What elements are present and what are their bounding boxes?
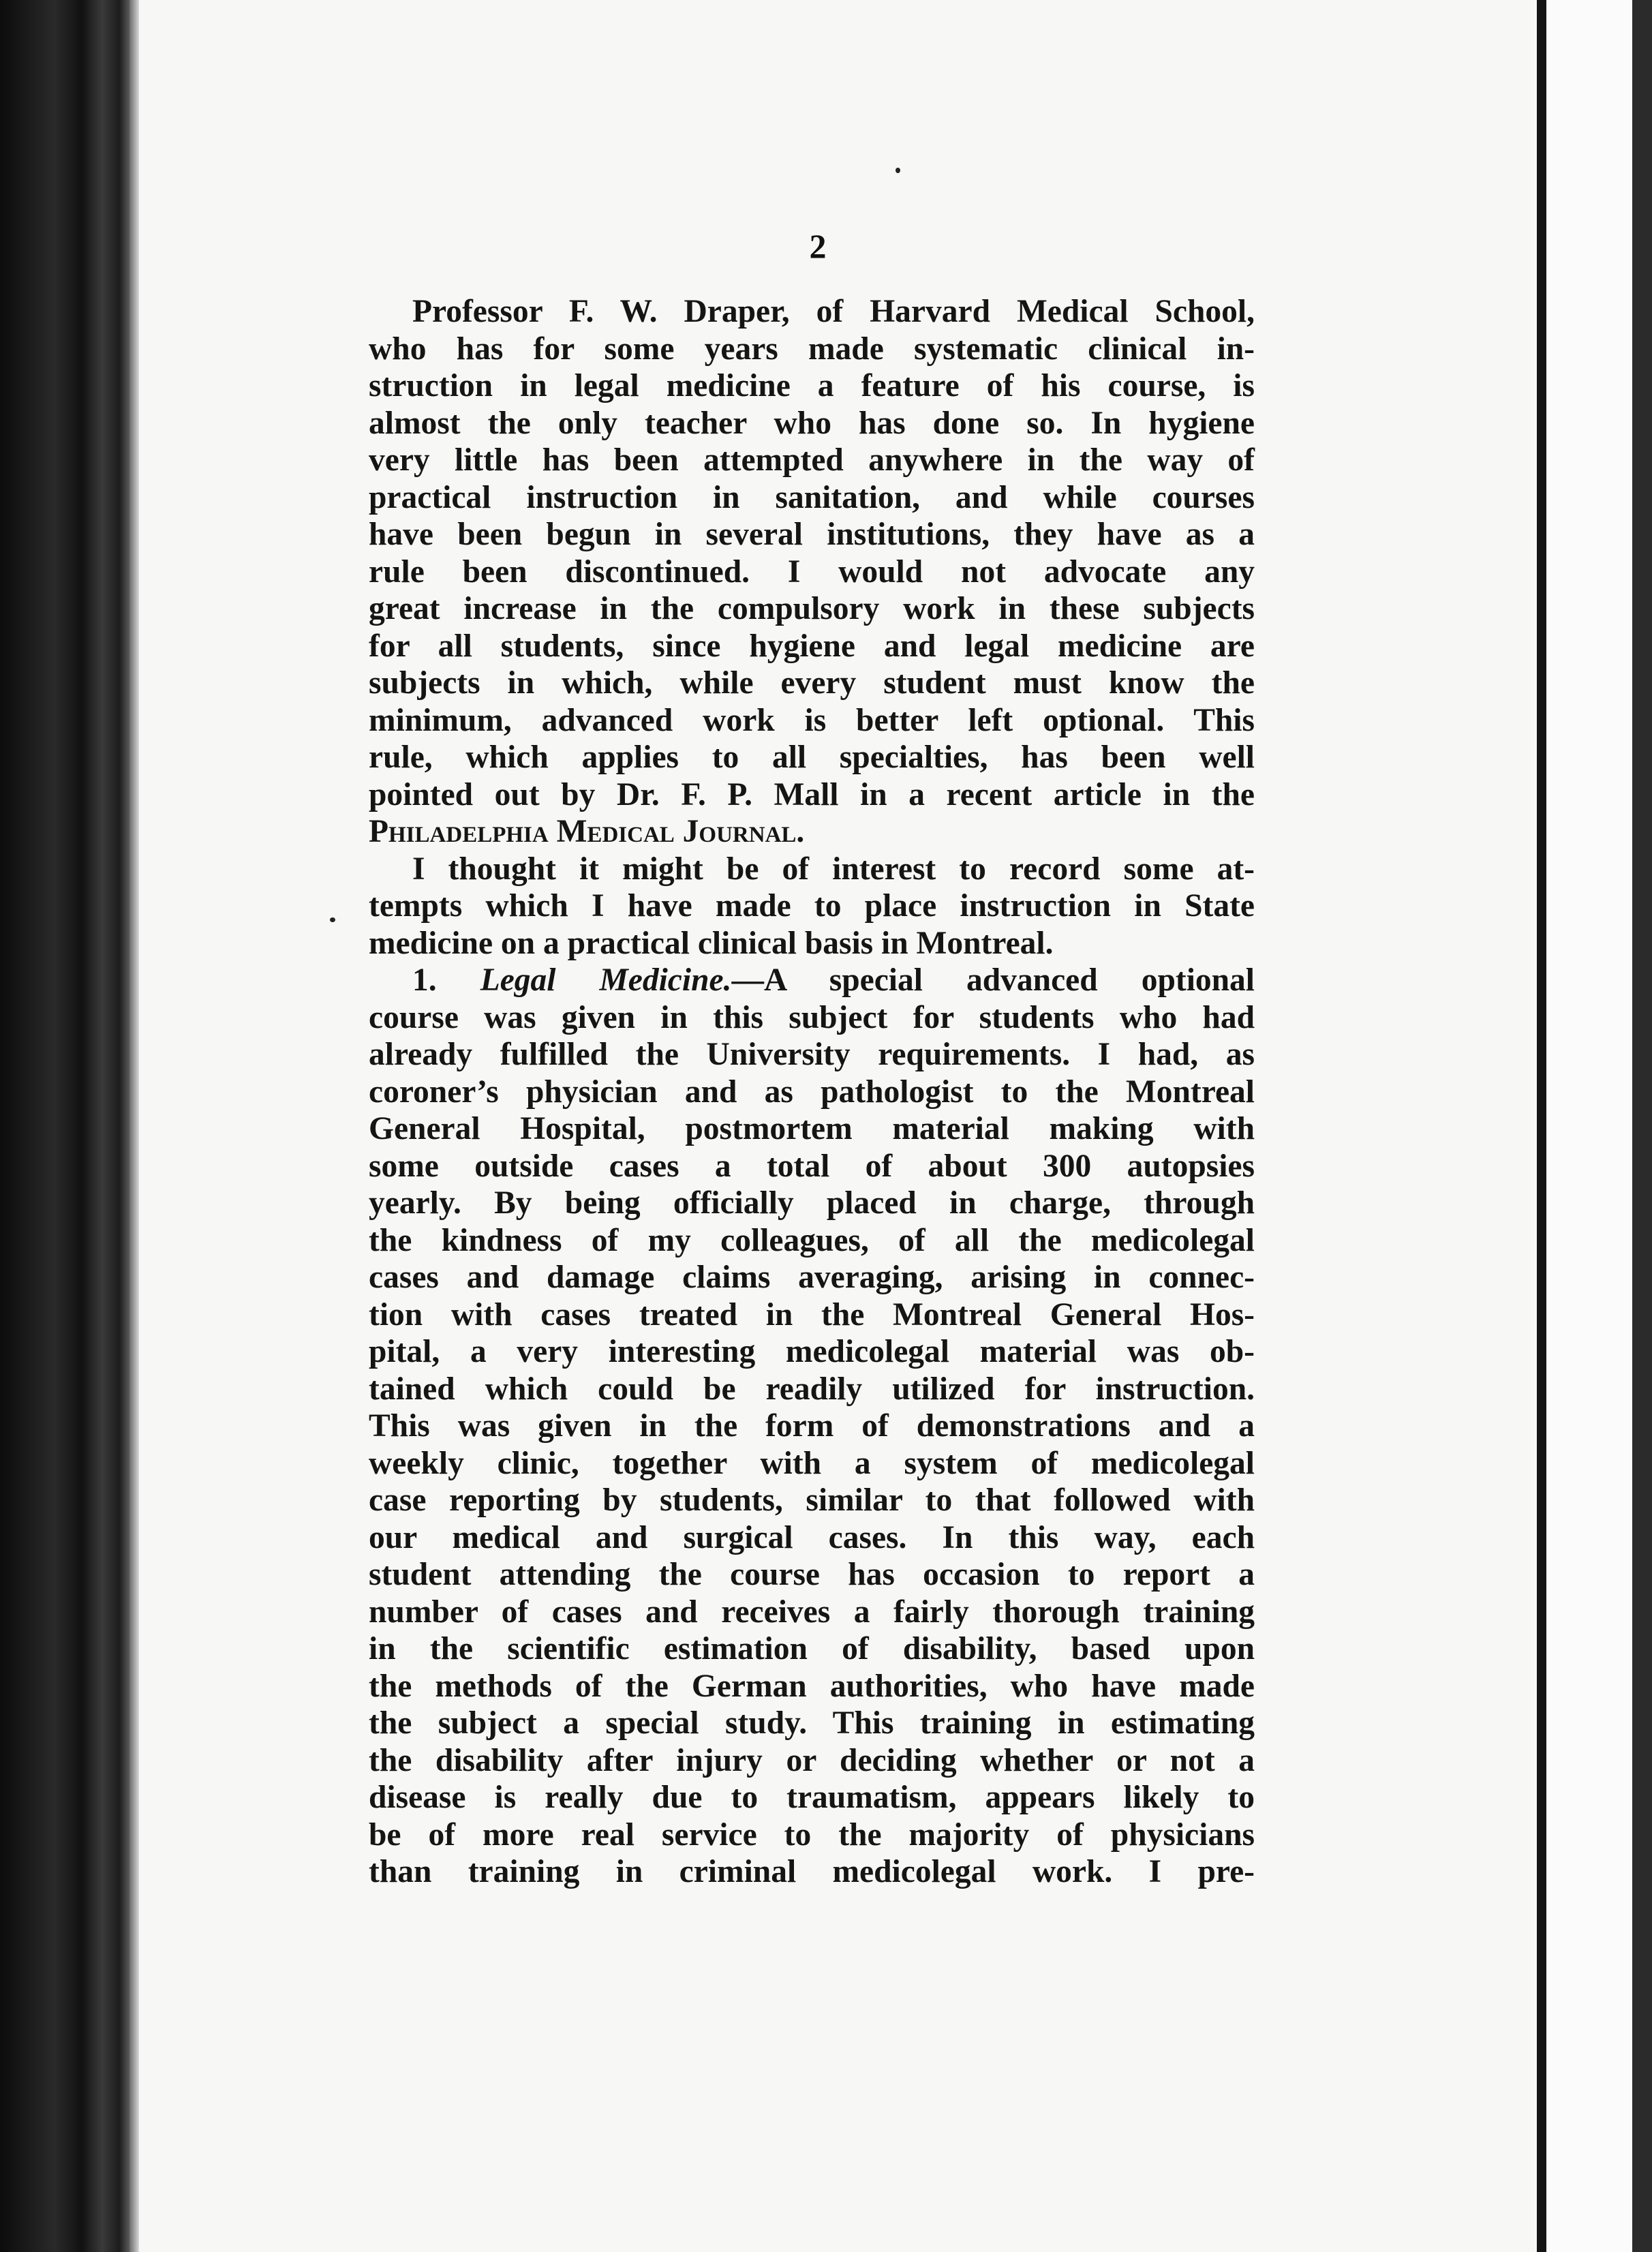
page-number: 2 (809, 227, 827, 265)
text-line (369, 516, 1255, 553)
text-line (369, 590, 1255, 628)
text-line (369, 1074, 1255, 1111)
text-line (369, 962, 1255, 999)
text-segment: the methods of the German authorities, who have made (369, 1668, 1255, 1704)
text-segment: pital, a very interesting medicolegal material was ob- (369, 1334, 1255, 1369)
text-segment: already fulfilled the University requirements. I had, as (369, 1037, 1255, 1072)
text-segment: number of cases and receives a fairly thorough training (369, 1594, 1255, 1630)
text-line (369, 1148, 1255, 1185)
text-line (369, 1222, 1255, 1260)
text-segment: student attending the course has occasion to report a (369, 1557, 1255, 1592)
text-segment: yearly. By being officially placed in charge, through (369, 1185, 1255, 1221)
text-line (369, 1185, 1255, 1222)
text-line (369, 367, 1255, 405)
text-segment: almost the only teacher who has done so. In hygiene (369, 405, 1255, 441)
binding-shadow-left (0, 0, 129, 2252)
text-line (369, 1333, 1255, 1371)
text-segment: pointed out by Dr. F. P. Mall in a recent article in the (369, 776, 1255, 812)
text-segment: cases and damage claims averaging, arising in connec- (369, 1260, 1255, 1295)
text-segment: our medical and surgical cases. In this way, each (369, 1519, 1255, 1555)
text-segment: great increase in the compulsory work in these subjects (369, 591, 1255, 626)
text-line (369, 1445, 1255, 1482)
text-line (369, 1110, 1255, 1148)
text-segment: the subject a special study. This training in estimating (369, 1705, 1255, 1741)
text-line (369, 665, 1255, 702)
text-segment: course was given in this subject for students who had (369, 999, 1255, 1035)
binding-gradient (129, 0, 139, 2252)
text-segment: minimum, advanced work is better left optional. This (369, 702, 1255, 738)
text-line (369, 1779, 1255, 1816)
text-segment: who has for some years made systematic clinical in- (369, 331, 1255, 367)
text-line (369, 1408, 1255, 1445)
text-segment: very little has been attempted anywhere in the way of (369, 442, 1255, 478)
text-line (369, 553, 1255, 591)
text-line (369, 442, 1255, 479)
text-line (369, 925, 1255, 962)
text-segment: This was given in the form of demonstrations and a (369, 1408, 1255, 1444)
text-segment: practical instruction in sanitation, and while courses (369, 479, 1255, 515)
text-line (369, 851, 1255, 888)
text-segment: be of more real service to the majority of physicians (369, 1816, 1255, 1853)
text-segment: case reporting by students, similar to that followed with (369, 1482, 1255, 1518)
text-segment: coroner’s physician and as pathologist to the Montreal (369, 1074, 1255, 1110)
text-line (369, 702, 1255, 740)
text-segment: I thought it might be of interest to record some at- (412, 851, 1255, 887)
text-line (369, 1816, 1255, 1854)
text-segment: tempts which I have made to place instruction in State (369, 888, 1255, 924)
text-line (369, 331, 1255, 368)
text-segment: 1. (412, 962, 480, 998)
text-segment: rule been discontinued. I would not advocate any (369, 553, 1255, 590)
text-segment: medicine on a practical clinical basis in Montreal. (369, 925, 1054, 961)
text-segment: some outside cases a total of about 300 autopsies (369, 1148, 1255, 1184)
text-line (369, 1036, 1255, 1074)
text-segment: subjects in which, while every student must know the (369, 665, 1255, 701)
text-line (369, 887, 1255, 925)
text-line (369, 628, 1255, 665)
text-segment: tained which could be readily utilized for instruction. (369, 1371, 1255, 1407)
text-segment: have been begun in several institutions, they have as a (369, 517, 1255, 552)
text-segment: tion with cases treated in the Montreal General Hos- (369, 1296, 1255, 1333)
text-line (369, 776, 1255, 814)
text-segment: —A special advanced optional (731, 962, 1255, 998)
text-line (369, 405, 1255, 442)
ink-speck (330, 917, 335, 922)
text-segment: weekly clinic, together with a system of medicolegal (369, 1445, 1255, 1481)
text-line (369, 1742, 1255, 1780)
text-segment: the disability after injury or deciding whether or not a (369, 1742, 1255, 1778)
page-edge-right (1537, 0, 1546, 2252)
text-segment: General Hospital, postmortem material making with (369, 1111, 1255, 1146)
binding-shadow-right (1632, 0, 1652, 2252)
text-segment: struction in legal medicine a feature of his course, is (369, 368, 1255, 404)
text-line (369, 1594, 1255, 1631)
text-line (369, 739, 1255, 776)
text-line (369, 479, 1255, 517)
text-segment: Professor F. W. Draper, of Harvard Medical School, (412, 294, 1255, 329)
text-segment: for all students, since hygiene and legal medicine are (369, 628, 1255, 664)
text-line (369, 1668, 1255, 1705)
text-line (369, 1853, 1255, 1891)
text-segment: in the scientific estimation of disability, based upon (369, 1631, 1255, 1667)
text-line (369, 1259, 1255, 1296)
body-text (369, 293, 1255, 1891)
text-line (369, 1482, 1255, 1519)
text-segment: disease is really due to traumatism, appears likely to (369, 1780, 1255, 1815)
text-line (369, 1519, 1255, 1557)
text-segment: than training in criminal medicolegal work. I pre- (369, 1854, 1255, 1889)
text-line (369, 1296, 1255, 1334)
text-line (369, 293, 1255, 331)
text-segment: rule, which applies to all specialties, has been well (369, 740, 1255, 775)
text-line (369, 1371, 1255, 1408)
text-line (369, 1705, 1255, 1742)
text-line (369, 1630, 1255, 1668)
text-line (369, 999, 1255, 1037)
ink-speck (896, 168, 900, 173)
journal-title: Philadelphia Medical Journal. (369, 814, 805, 849)
text-line (369, 1556, 1255, 1594)
text-segment: the kindness of my colleagues, of all the medicolegal (369, 1222, 1255, 1258)
text-line (369, 813, 1255, 851)
section-heading: Legal Medicine. (480, 962, 732, 998)
